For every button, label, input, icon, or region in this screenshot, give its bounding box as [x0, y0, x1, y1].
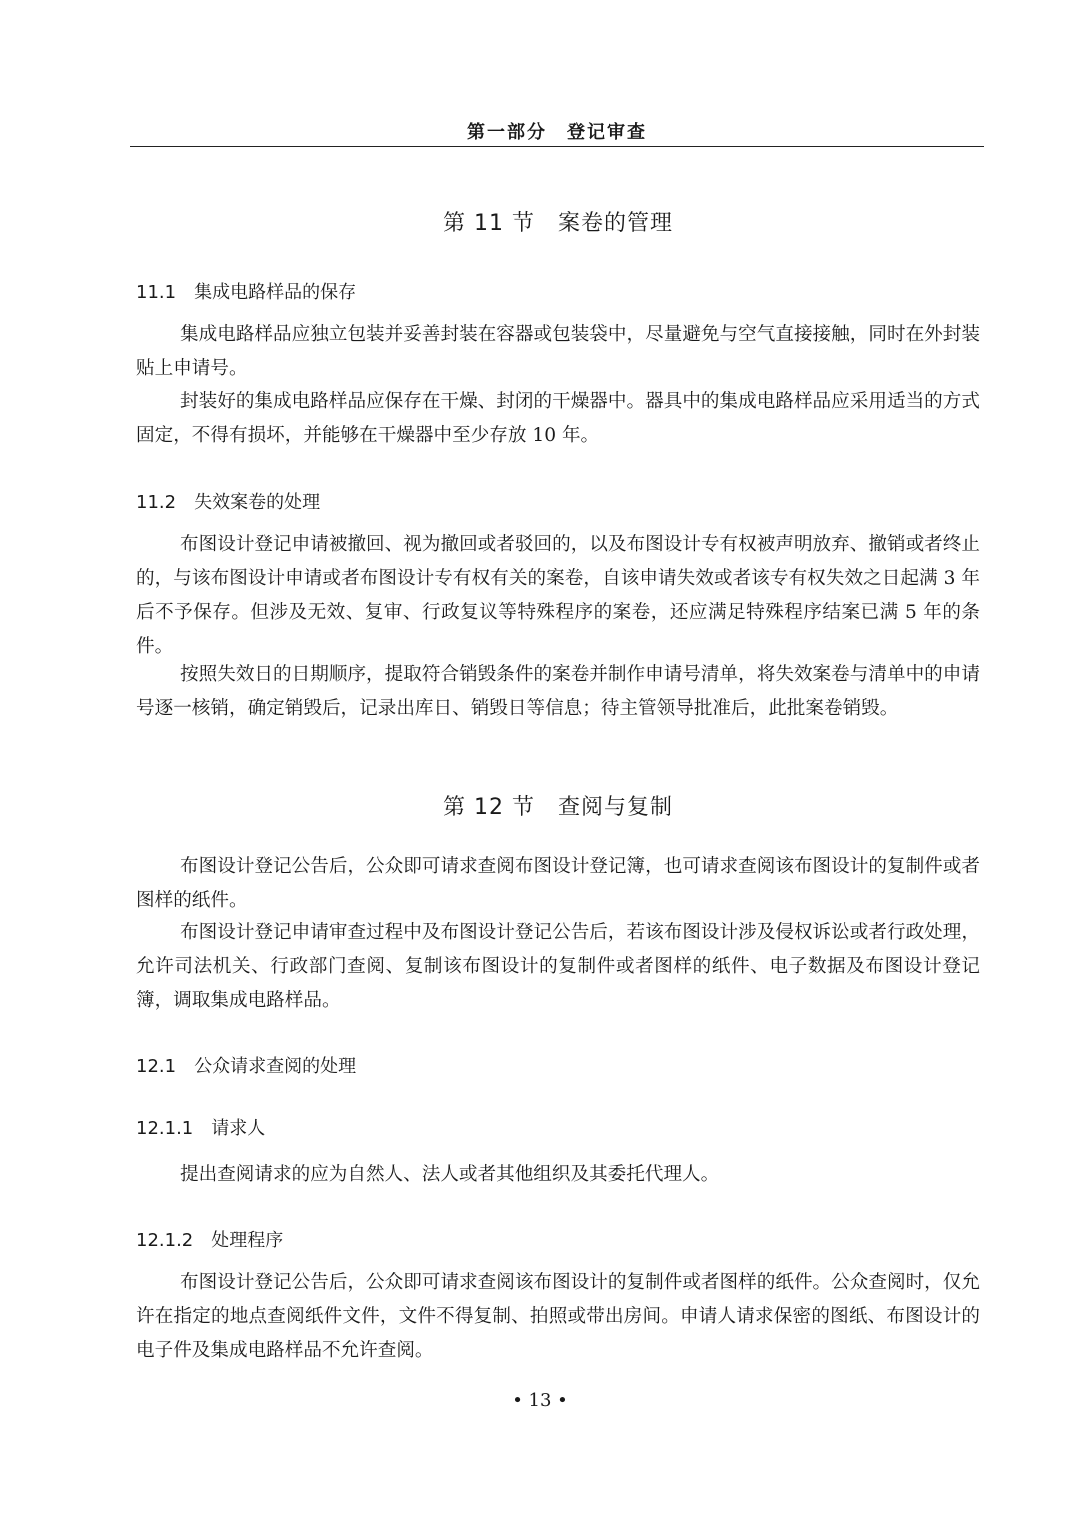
heading-12-1-1: [136, 1114, 265, 1140]
para-12-intro-b: 布图设计登记申请审查过程中及布图设计登记公告后，若该布图设计涉及侵权诉讼或者行政处理，允许司法机关、行政部门查阅、复制该布图设计的复制件或者图样的纸件、电子数据及布图设计登记簿，调取集成电路样品。: [136, 922, 980, 1011]
heading-11-2: [136, 488, 320, 514]
heading-12-1-number: 12.1: [136, 1056, 177, 1077]
heading-12-1-2-title: 处理程序: [211, 1230, 284, 1251]
section-11-title: 第 11 节 案卷的管理: [443, 211, 673, 236]
page-number: • 13 •: [512, 1390, 568, 1411]
header-rule: [130, 146, 984, 147]
para-12-1-2: 布图设计登记公告后，公众即可请求查阅该布图设计的复制件或者图样的纸件。公众查阅时，仅允许在指定的地点查阅纸件文件，文件不得复制、拍照或带出房间。申请人请求保密的图纸、布图设计的电子件及集成电路样品不允许查阅。: [136, 1272, 980, 1361]
section-12-title: 第 12 节 查阅与复制: [443, 795, 673, 820]
para-11-1-a: 集成电路样品应独立包装并妥善封装在容器或包装袋中，尽量避免与空气直接接触，同时在外封装贴上申请号。: [136, 324, 980, 379]
para-12-intro-a: 布图设计登记公告后，公众即可请求查阅布图设计登记簿，也可请求查阅该布图设计的复制件或者图样的纸件。: [136, 856, 980, 911]
heading-12-1-title: 公众请求查阅的处理: [194, 1056, 357, 1077]
para-12-1-1: 提出查阅请求的应为自然人、法人或者其他组织及其委托代理人。: [180, 1164, 720, 1185]
para-11-2-a: 布图设计登记申请被撤回、视为撤回或者驳回的，以及布图设计专有权被声明放弃、撤销或者终止的，与该布图设计申请或者布图设计专有权有关的案卷，自该申请失效或者该专有权失效之日起满 3 年后不予保存。但涉及无效、复审、行政复议等特殊程序的案卷，还应满足特殊程序结案已满 5 年的条件。: [136, 534, 980, 657]
heading-12-1: [136, 1052, 356, 1078]
heading-11-1: [136, 278, 356, 304]
heading-12-1-1-title: 请求人: [211, 1118, 266, 1139]
heading-11-1-number: 11.1: [136, 282, 177, 303]
para-11-2-b: 按照失效日的日期顺序，提取符合销毁条件的案卷并制作申请号清单，将失效案卷与清单中的申请号逐一核销，确定销毁后，记录出库日、销毁日等信息；待主管领导批准后，此批案卷销毁。: [136, 664, 980, 719]
para-11-1-b: 封装好的集成电路样品应保存在干燥、封闭的干燥器中。器具中的集成电路样品应采用适当的方式固定，不得有损坏，并能够在干燥器中至少存放 10 年。: [136, 391, 980, 446]
heading-11-2-number: 11.2: [136, 492, 177, 513]
heading-12-1-2-number: 12.1.2: [136, 1230, 194, 1251]
heading-11-1-title: 集成电路样品的保存: [194, 282, 357, 303]
heading-12-1-1-number: 12.1.1: [136, 1118, 194, 1139]
heading-12-1-2: [136, 1226, 283, 1252]
running-header: 第一部分 登记审查: [467, 122, 647, 143]
heading-11-2-title: 失效案卷的处理: [194, 492, 321, 513]
